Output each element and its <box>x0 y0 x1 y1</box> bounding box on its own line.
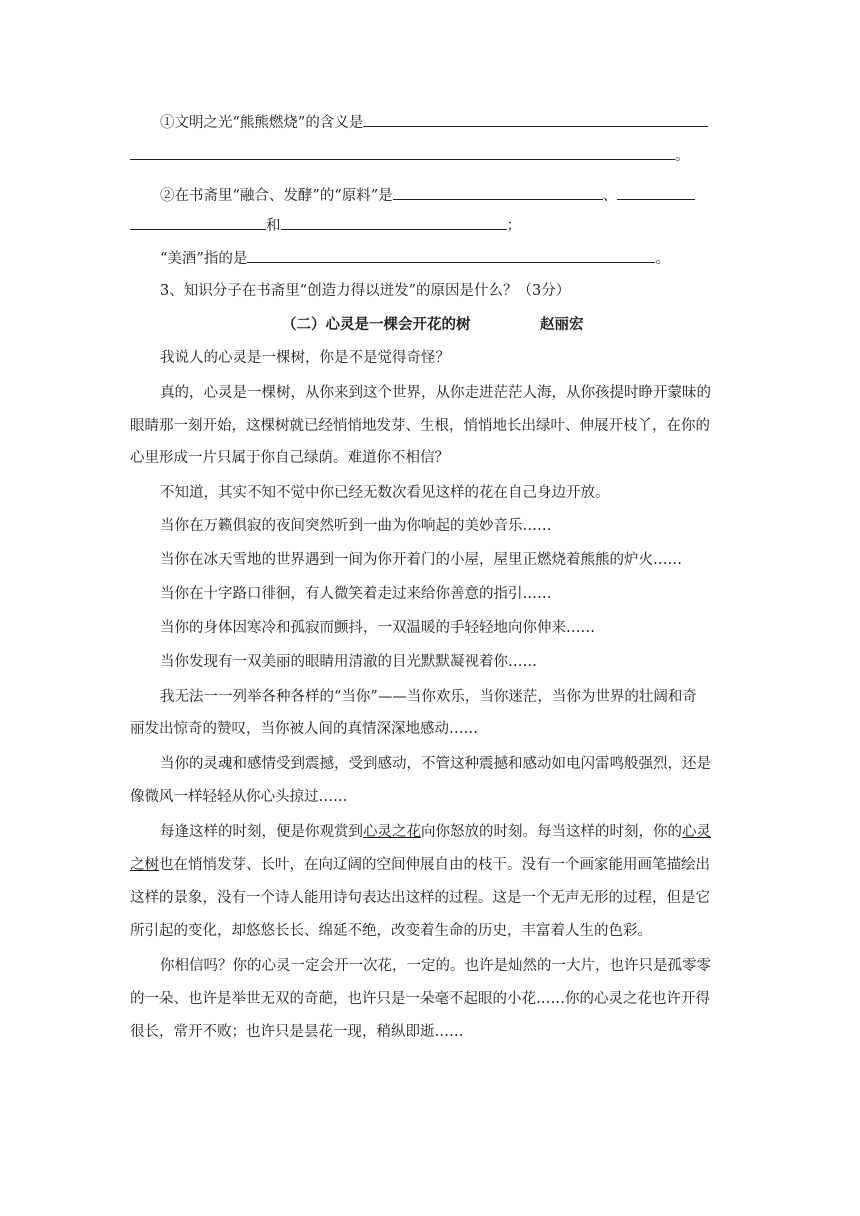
question-3: 3、知识分子在书斋里“创造力得以迸发”的原因是什么？（3分） <box>160 283 571 299</box>
paragraph-1: 我说人的心灵是一棵树，你是不是觉得奇怪？ <box>160 350 450 366</box>
question-2-2-line-2 <box>130 213 730 237</box>
question-2-1-prompt: ①文明之光“熊熊燃烧”的含义是 <box>160 115 364 131</box>
question-2-3-prompt: “美酒”指的是 <box>160 251 248 267</box>
paragraph-11-line-4: 所引起的变化，却悠悠长长、绵延不绝，改变着生命的历史，丰富着人生的色彩。 <box>130 923 652 939</box>
question-2-2-line-1 <box>160 183 730 207</box>
answer-blank-2-2b[interactable] <box>617 183 695 200</box>
paragraph-2-line-1: 真的，心灵是一棵树，从你来到这个世界，从你走进茫茫人海，从你孩提时睁开蒙昧的 <box>160 385 711 401</box>
period: 。 <box>655 251 670 267</box>
paragraph-11-text: 每逢这样的时刻，便是你观赏到 <box>160 824 363 840</box>
answer-blank-2-2d[interactable] <box>281 213 507 230</box>
question-2-1-line-1 <box>160 110 730 134</box>
paragraph-11-line-2 <box>130 853 730 877</box>
paragraph-10-line-2: 像微风一样轻轻从你心头掠过…… <box>130 789 348 805</box>
answer-blank-2-2a[interactable] <box>393 183 603 200</box>
paragraph-2-line-3: 心里形成一片只属于你自己绿荫。难道你不相信？ <box>130 450 449 466</box>
paragraph-11-text: 向你怒放的时刻。每当这样的时刻，你的 <box>421 824 682 840</box>
question-2-1-line-2 <box>130 143 730 167</box>
paragraph-11-line-1 <box>160 820 730 844</box>
paragraph-9-line-1: 我无法一一列举各种各样的“当你”——当你欢乐，当你迷茫，当你为世界的壮阔和奇 <box>160 689 697 705</box>
section-title: （二）心灵是一棵会开花的树 <box>282 317 471 333</box>
period: 。 <box>675 148 690 164</box>
underlined-phrase: 心灵之花 <box>363 824 421 840</box>
paragraph-6: 当你在十字路口徘徊，有人微笑着走过来给你善意的指引…… <box>160 586 552 602</box>
separator: 、 <box>602 188 618 204</box>
answer-blank-2-1a[interactable] <box>363 110 708 127</box>
paragraph-10-line-1: 当你的灵魂和感情受到震撼，受到感动，不管这种震撼和感动如电闪雷鸣般强烈，还是 <box>160 756 711 772</box>
paragraph-7: 当你的身体因寒冷和孤寂而颤抖，一双温暖的手轻轻地向你伸来…… <box>160 620 595 636</box>
paragraph-9-line-2: 丽发出惊奇的赞叹，当你被人间的真情深深地感动…… <box>130 721 478 737</box>
paragraph-8: 当你发现有一双美丽的眼睛用清澈的目光默默凝视着你…… <box>160 654 537 670</box>
paragraph-12-line-3: 很长，常开不败；也许只是昙花一现，稍纵即逝…… <box>130 1024 464 1040</box>
question-2-3-line <box>160 246 730 270</box>
paragraph-3: 不知道，其实不知不觉中你已经无数次看见这样的花在自己身边开放。 <box>160 485 610 501</box>
paragraph-12-line-1: 你相信吗？你的心灵一定会开一次花，一定的。也许是灿然的一大片，也许只是孤零零 <box>160 958 711 974</box>
paragraph-4: 当你在万籁俱寂的夜间突然听到一曲为你响起的美妙音乐…… <box>160 518 552 534</box>
underlined-phrase: 心灵 <box>682 824 711 840</box>
paragraph-5: 当你在冰天雪地的世界遇到一间为你开着门的小屋，屋里正燃烧着熊熊的炉火…… <box>160 552 682 568</box>
underlined-phrase: 之树 <box>130 857 159 873</box>
conjunction: 和 <box>266 218 281 234</box>
answer-blank-2-1b[interactable] <box>130 143 675 160</box>
paragraph-12-line-2: 的一朵、也许是举世无双的奇葩，也许只是一朵毫不起眼的小花……你的心灵之花也许开得 <box>130 991 710 1007</box>
paragraph-2-line-2: 眼睛那一刻开始，这棵树就已经悄悄地发芽、生根，悄悄地长出绿叶、伸展开枝丫，在你的 <box>130 418 710 434</box>
section-author: 赵丽宏 <box>540 317 584 333</box>
question-2-2-prompt: ②在书斋里“融合、发酵”的“原料”是 <box>160 188 393 204</box>
paragraph-11-line-3: 这样的景象，没有一个诗人能用诗句表达出这样的过程。这是一个无声无形的过程，但是它 <box>130 890 710 906</box>
answer-blank-2-2c[interactable] <box>130 213 266 230</box>
answer-blank-2-3[interactable] <box>247 246 655 263</box>
semicolon: ； <box>506 218 521 234</box>
paragraph-11-text: 也在悄悄发芽、长叶，在向辽阔的空间伸展自由的枝干。没有一个画家能用画笔描绘出 <box>159 857 710 873</box>
